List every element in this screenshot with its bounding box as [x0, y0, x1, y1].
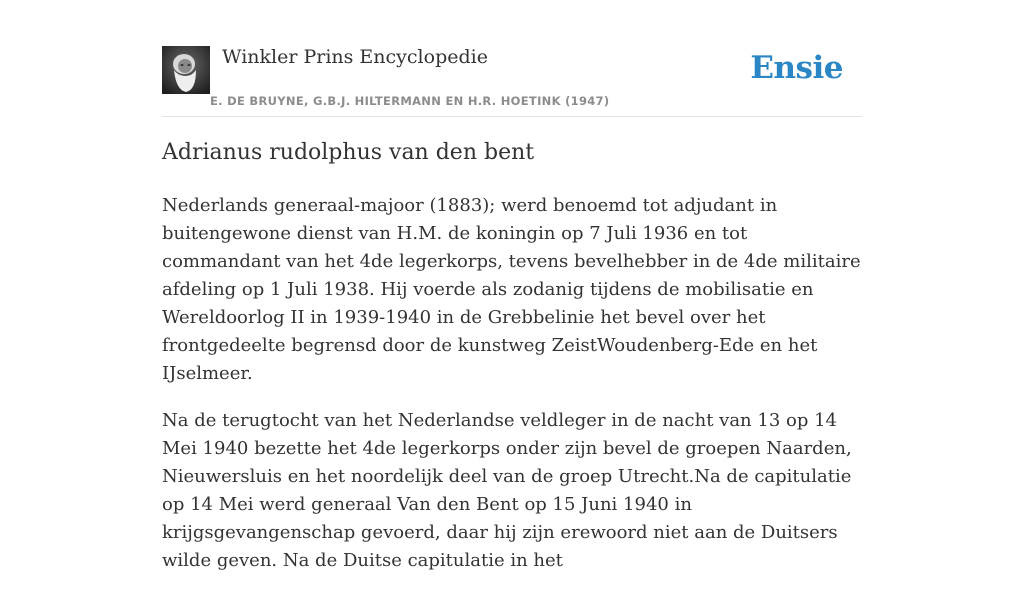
article-paragraph-2: Na de terugtocht van het Nederlandse veldleger in de nacht van 13 op 14 Mei 1940 bezette het 4de legerkorps onder zijn bevel de groepen Naarden, Nieuwersluis en het noordelijk deel van de groep Utrecht.Na de capitulatie op 14 Mei werd generaal Van den Bent op 15 Juni 1940 in krijgsgevangenschap gevoerd, daar hij zijn erewoord niet aan de Duitsers wilde geven. Na de Duitse capitulatie in het	[162, 410, 852, 571]
article-paragraph-1: Nederlands generaal-majoor (1883); werd benoemd tot adjudant in buitengewone dienst van H.M. de koningin op 7 Juli 1936 en tot commandant van het 4de legerkorps, tevens bevelhebber in de 4de militaire afdeling op 1 Juli 1938. Hij voerde als zodanig tijdens de mobilisatie en Wereldoorlog II in 1939-1940 in de Grebbelinie het bevel over het frontgedeelte begrensd door de kunstweg ZeistWoudenberg-Ede en het IJselmeer.	[162, 195, 861, 384]
source-header	[162, 46, 862, 117]
bearded-man-portrait-icon	[162, 46, 210, 94]
author-avatar[interactable]	[162, 46, 210, 94]
source-authors: E. DE BRUYNE, G.B.J. HILTERMANN EN H.R. HOETINK (1947)	[210, 94, 610, 108]
article-title: Adrianus rudolphus van den bent	[162, 140, 535, 165]
ensie-logo[interactable]: Ensie	[750, 50, 843, 86]
article-body	[162, 192, 864, 594]
source-title[interactable]: Winkler Prins Encyclopedie	[222, 46, 488, 68]
